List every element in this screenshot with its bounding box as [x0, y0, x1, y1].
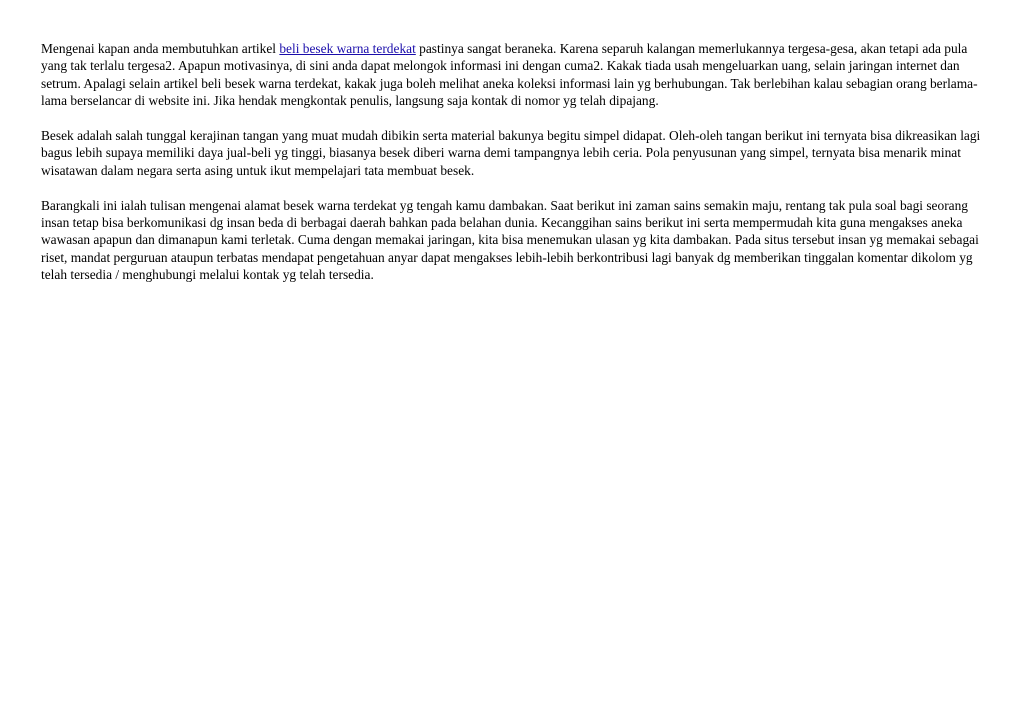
article-link[interactable]: beli besek warna terdekat — [279, 41, 416, 56]
paragraph-intro — [41, 40, 991, 110]
paragraph-technology: Barangkali ini ialah tulisan mengenai alamat besek warna terdekat yg tengah kamu dambakan. Saat berikut ini zaman sains semakin maju, rentang tak pula soal bagi seorang insan tetap bisa berkomunikasi dg insan beda di berbagai daerah bahkan pada belahan dunia. Kecanggihan sains berikut ini serta mempermudah kita guna mengakses aneka wawasan apapun dan dimanapun kami terletak. Cuma dengan memakai jaringan, kita bisa menemukan ulasan yg kita dambakan. Pada situs tersebut insan yg memakai sebagai riset, mandat perguruan ataupun terbatas mendapat pengetahuan anyar dapat mengakses lebih-lebih berkontribusi lagi banyak dg memberikan tinggalan komentar dikolom yg telah tersedia / menghubungi melalui kontak yg telah tersedia. — [41, 197, 979, 283]
paragraph-intro-before-link: Mengenai kapan anda membutuhkan artikel — [41, 41, 280, 56]
paragraph-intro-after-link: pastinya sangat beraneka. Karena separuh kalangan memerlukannya tergesa-gesa, akan tetapi ada pula yang tak terlalu tergesa2. Apapun motivasinya, di sini anda dapat melongok informasi ini dengan cuma2. Kakak tiada usah mengeluarkan uang, selain jaringan internet dan setrum. Apalagi selain artikel beli besek warna terdekat, kakak juga boleh melihat aneka koleksi informasi lain yg berhubungan. Tak berlebihan kalau sebagian orang berlama-lama berselancar di website ini. Jika hendak mengkontak penulis, langsung saja kontak di nomor yg telah dipajang. — [41, 41, 978, 109]
document-body — [41, 40, 991, 301]
paragraph-besek-description: Besek adalah salah tunggal kerajinan tangan yang muat mudah dibikin serta material bakunya begitu simpel didapat. Oleh-oleh tangan berikut ini ternyata bisa dikreasikan lagi bagus lebih supaya memiliki daya jual-beli yg tinggi, biasanya besek diberi warna demi tampangnya lebih ceria. Pola penyusunan yang simpel, ternyata bisa menarik minat wisatawan dalam negara serta asing untuk ikut mempelajari tata membuat besek. — [41, 128, 981, 178]
